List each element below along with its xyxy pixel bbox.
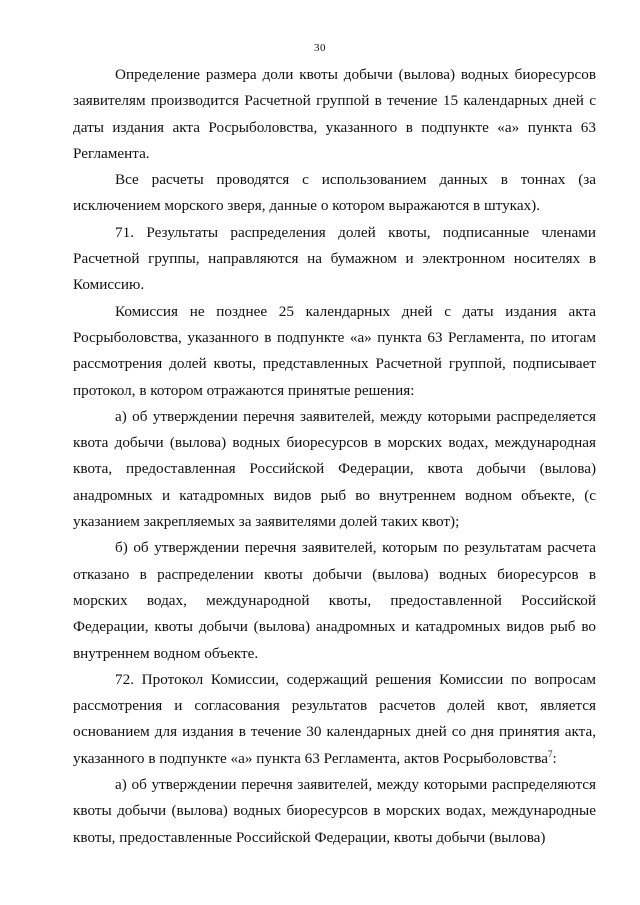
- paragraph-71-results-sent: 71. Результаты распределения долей квоты, подписанные членами Расчетной группы, направляются на бумажном и электронном носителях в Комиссию.: [73, 223, 596, 294]
- paragraph-72-text: 72. Протокол Комиссии, содержащий решения Комиссии по вопросам рассмотрения и согласования результатов расчетов долей квот, является основанием для издания в течение 30 календарных дней со дня принятия акта, указанного в подпункте «а» пункта 63 Регламента, актов Росрыболовства: [73, 670, 596, 767]
- paragraph-quota-share-determination: Определение размера доли квоты добычи (вылова) водных биоресурсов заявителям производится Расчетной группой в течение 15 календарных дней с даты издания акта Росрыболовства, указанного в подпункте «а» пункта 63 Регламента.: [73, 66, 596, 162]
- document-body: [73, 62, 596, 851]
- paragraph-item-a-approved-list: а) об утверждении перечня заявителей, между которыми распределяется квота добычи (вылова) водных биоресурсов в морских водах, международная квота, предоставленная Российской Федерации, квота добычи (вылова) анадромных и катадромных видов рыб во внутреннем водном объекте, (с указанием закрепляемых за заявителями долей таких квот);: [73, 407, 596, 531]
- paragraph-item-b-refused-list: б) об утверждении перечня заявителей, которым по результатам расчета отказано в распределении квоты добычи (вылова) водных биоресурсов в морских водах, международной квоты, предоставленной Российской Федерации, квоты добычи (вылова) анадромных и катадромных видов рыб во внутреннем водном объекте.: [73, 539, 596, 662]
- footnote-marker: 7: [547, 748, 553, 759]
- paragraph-commission-protocol: Комиссия не позднее 25 календарных дней с даты издания акта Росрыболовства, указанного в подпункте «а» пункта 63 Регламента, по итогам рассмотрения долей квоты, представленных Расчетной группой, подписывает протокол, в котором отражаются принятые решения:: [73, 302, 596, 399]
- paragraph-item-a-quotas-list: а) об утверждении перечня заявителей, между которыми распределяются квоты добычи (вылова) водных биоресурсов в морских водах, международные квоты, предоставленные Российской Федерации, квоты добычи (вылова): [73, 776, 596, 846]
- paragraph-72-protocol-basis: [73, 667, 596, 772]
- paragraph-72-tail: :: [552, 749, 557, 767]
- paragraph-calculations-in-tons: Все расчеты проводятся с использованием данных в тоннах (за исключением морского зверя, данные о котором выражаются в штуках).: [73, 171, 596, 215]
- page-number: 30: [314, 42, 326, 54]
